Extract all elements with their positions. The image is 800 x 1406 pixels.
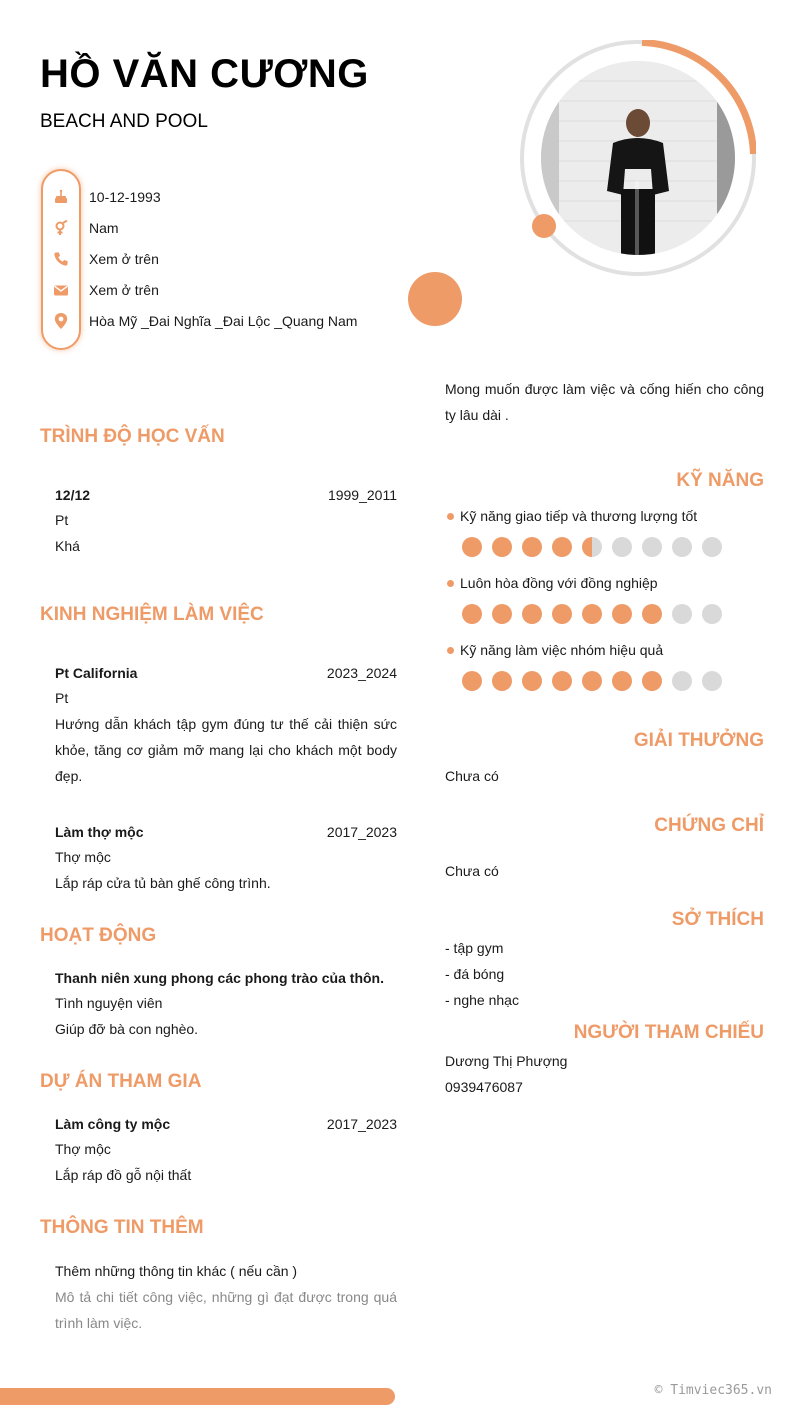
experience-entry-head	[55, 824, 397, 840]
address-text: Hòa Mỹ _Đai Nghĩa _Đai Lộc _Quang Nam	[89, 313, 358, 329]
skill-rating-dot	[612, 604, 632, 624]
skill-name: Luôn hòa đồng với đồng nghiệp	[460, 575, 658, 591]
avatar-person-image	[541, 61, 735, 255]
footer-accent-bar	[0, 1388, 395, 1405]
activity-organization: Thanh niên xung phong các phong trào của thôn.	[55, 970, 384, 986]
skill-rating-dot	[522, 671, 542, 691]
experience-entry-head	[55, 665, 397, 681]
more-info-title: THÔNG TIN THÊM	[40, 1217, 204, 1238]
awards-text: Chưa có	[445, 768, 499, 784]
skill-item	[447, 575, 658, 591]
experience-description: Hướng dẫn khách tập gym đúng tư thế cải thiện sức khỏe, tăng cơ giảm mỡ mang lại cho khách một body đẹp.	[55, 716, 397, 784]
candidate-position: BEACH AND POOL	[40, 111, 208, 132]
activity-role: Tình nguyện viên	[55, 995, 163, 1011]
skill-rating-dot	[462, 604, 482, 624]
birthday-cake-icon	[52, 188, 70, 206]
skill-item	[447, 508, 697, 524]
contact-address	[52, 311, 358, 331]
skill-rating-dot	[672, 537, 692, 557]
skill-rating-dot	[672, 671, 692, 691]
project-time: 2017_2023	[326, 1116, 397, 1132]
education-major: Pt	[55, 512, 69, 528]
skill-rating-dot	[702, 604, 722, 624]
skill-rating	[462, 604, 722, 624]
skill-rating-dot	[522, 537, 542, 557]
bullet-dot	[447, 580, 454, 587]
location-pin-icon	[52, 312, 70, 330]
education-result: Khá	[55, 538, 80, 554]
education-time: 1999_2011	[327, 487, 397, 503]
education-school: 12/12	[55, 487, 91, 503]
hobby-item: - nghe nhạc	[445, 992, 519, 1008]
project-name: Làm công ty mộc	[55, 1116, 171, 1132]
skill-rating-dot	[642, 671, 662, 691]
skill-rating-dot	[462, 537, 482, 557]
bullet-dot	[447, 647, 454, 654]
certificates-text: Chưa có	[445, 863, 499, 879]
skill-rating-dot	[702, 671, 722, 691]
experience-role: Pt	[55, 690, 69, 706]
skill-rating	[462, 537, 722, 557]
skill-name: Kỹ năng giao tiếp và thương lượng tốt	[460, 508, 698, 524]
email-text: Xem ở trên	[89, 282, 159, 298]
bullet-dot	[447, 513, 454, 520]
contact-phone	[52, 249, 159, 269]
skill-name: Kỹ năng làm việc nhóm hiệu quả	[460, 642, 664, 658]
experience-description: Lắp ráp cửa tủ bàn ghế công trình.	[55, 875, 271, 891]
project-role: Thợ mộc	[55, 1141, 111, 1157]
experience-time: 2017_2023	[326, 824, 397, 840]
career-objective: Mong muốn được làm việc và cống hiến cho công ty lâu dài .	[445, 381, 764, 423]
project-entry-head	[55, 1116, 397, 1132]
certificates-title: CHỨNG CHỈ	[654, 815, 764, 836]
education-entry-head	[55, 487, 397, 503]
awards-title: GIẢI THƯỞNG	[633, 730, 764, 751]
skill-rating-dot	[492, 604, 512, 624]
skill-rating-dot	[552, 537, 572, 557]
project-description: Lắp ráp đồ gỗ nội thất	[55, 1167, 192, 1183]
skill-rating-dot	[612, 537, 632, 557]
skill-rating-dot	[582, 537, 602, 557]
gender-text: Nam	[89, 220, 119, 236]
experience-company: Làm thợ mộc	[55, 824, 144, 840]
skill-rating	[462, 671, 722, 691]
education-title: TRÌNH ĐỘ HỌC VẤN	[40, 426, 225, 447]
more-info-text: Thêm những thông tin khác ( nếu cần )	[55, 1263, 298, 1279]
more-info-placeholder: Mô tả chi tiết công việc, những gì đạt được trong quá trình làm việc.	[55, 1289, 397, 1331]
contact-email	[52, 280, 159, 300]
phone-icon	[52, 250, 70, 268]
hobby-item: - tập gym	[445, 940, 504, 956]
experience-time: 2023_2024	[326, 665, 397, 681]
skill-rating-dot	[612, 671, 632, 691]
skill-rating-dot	[582, 671, 602, 691]
activity-description: Giúp đỡ bà con nghèo.	[55, 1021, 199, 1037]
experience-role: Thợ mộc	[55, 849, 111, 865]
skill-item	[447, 642, 663, 658]
activities-title: HOẠT ĐỘNG	[40, 925, 157, 946]
avatar-photo	[541, 61, 735, 255]
email-icon	[52, 281, 70, 299]
skill-rating-dot	[642, 604, 662, 624]
reference-phone: 0939476087	[445, 1079, 523, 1095]
skills-title: KỸ NĂNG	[676, 470, 764, 491]
projects-title: DỰ ÁN THAM GIA	[40, 1071, 202, 1092]
reference-title: NGƯỜI THAM CHIẾU	[573, 1022, 764, 1043]
reference-name: Dương Thị Phượng	[445, 1053, 568, 1069]
skill-rating-dot	[582, 604, 602, 624]
contact-gender	[52, 218, 119, 238]
hobby-item: - đá bóng	[445, 966, 505, 982]
gender-icon	[52, 219, 70, 237]
experience-company: Pt California	[55, 665, 138, 681]
contact-birthday	[52, 187, 161, 207]
phone-text: Xem ở trên	[89, 251, 159, 267]
skill-rating-dot	[462, 671, 482, 691]
skill-rating-dot	[522, 604, 542, 624]
skill-rating-dot	[492, 671, 512, 691]
skill-rating-dot	[702, 537, 722, 557]
skill-rating-dot	[552, 604, 572, 624]
decorative-dot-large	[408, 272, 462, 326]
skill-rating-dot	[552, 671, 572, 691]
birthday-text: 10-12-1993	[89, 189, 161, 205]
skill-rating-dot	[672, 604, 692, 624]
skill-rating-dot	[492, 537, 512, 557]
candidate-name: HỒ VĂN CƯƠNG	[40, 52, 369, 96]
decorative-dot-small	[532, 214, 556, 238]
copyright-text: © Timviec365.vn	[654, 1383, 772, 1398]
hobbies-title: SỞ THÍCH	[671, 909, 764, 930]
experience-title: KINH NGHIỆM LÀM VIỆC	[40, 604, 264, 625]
skill-rating-dot	[642, 537, 662, 557]
